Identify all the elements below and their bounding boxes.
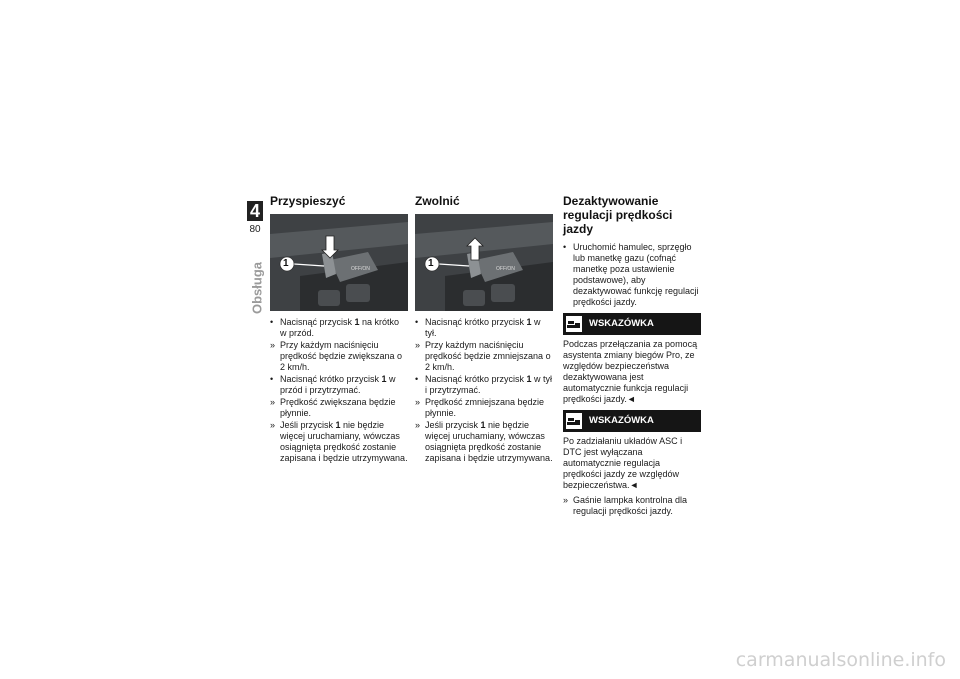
page-number: 80: [249, 224, 261, 235]
note-label: WSKAZÓWKA: [589, 318, 654, 329]
accelerate-steps: [270, 317, 408, 464]
deactivate-section: [563, 194, 701, 518]
note-header: [563, 313, 701, 335]
list-item: • Nacisnąć krótko przycisk 1 w tył i przytrzymać.: [415, 374, 553, 395]
decelerate-section: [415, 194, 553, 465]
deactivate-title: Dezaktywowanie regulacji prędkości jazdy: [563, 194, 673, 236]
note-hand-icon: [566, 316, 582, 332]
note-header: [563, 410, 701, 432]
list-item: • Nacisnąć przycisk 1 na krótko w przód.: [270, 317, 400, 338]
note-label: WSKAZÓWKA: [589, 415, 654, 426]
note-text: Podczas przełączania za pomocą asystenta zmiany biegów Pro, ze względów bezpieczeństwa dezaktywowana jest automatycznie funkcja regulacji prędkości jazdy.◄: [563, 339, 698, 404]
callout-1: 1: [283, 258, 289, 269]
list-item: » Przy każdym naciśnięciu prędkość będzie zmniejszana o 2 km/h.: [415, 340, 551, 372]
list-item: » Przy każdym naciśnięciu prędkość będzie zwiększana o 2 km/h.: [270, 340, 403, 372]
handlebar-photo-accelerate: [270, 214, 408, 311]
accelerate-title: Przyspieszyć: [270, 194, 346, 208]
list-item: • Nacisnąć krótko przycisk 1 w tył.: [415, 317, 541, 338]
section-label-text: Obsługa: [249, 261, 265, 315]
deactivate-steps: [563, 242, 701, 308]
deactivate-result: [563, 495, 701, 517]
watermark: carmanualsonline.info: [735, 649, 946, 671]
end-mark-icon: ◄: [626, 394, 636, 404]
chapter-number: 4: [247, 201, 263, 221]
accelerate-section: [270, 194, 408, 465]
list-item: » Jeśli przycisk 1 nie będzie więcej uruchamiany, wówczas osiągnięta prędkość zostanie zapisana i będzie utrzymywana.: [415, 420, 553, 463]
list-item: » Prędkość zmniejszana będzie płynnie.: [415, 397, 545, 418]
decelerate-title: Zwolnić: [415, 194, 460, 208]
list-item: » Prędkość zwiększana będzie płynnie.: [270, 397, 396, 418]
end-mark-icon: ◄: [629, 480, 639, 490]
svg-text:OFF/ON: OFF/ON: [496, 266, 515, 272]
note-text: Po zadziałaniu układów ASC i DTC jest wyłączana automatycznie regulacja prędkości jazdy ze względów bezpieczeństwa.◄: [563, 436, 683, 490]
handlebar-illustration: [415, 214, 553, 311]
handlebar-illustration: [270, 214, 408, 311]
list-item: » Jeśli przycisk 1 nie będzie więcej uruchamiany, wówczas osiągnięta prędkość zostanie zapisana i będzie utrzymywana.: [270, 420, 408, 463]
list-item: • Uruchomić hamulec, sprzęgło lub manetkę gazu (cofnąć manetkę poza ustawienie podstawowe), aby dezaktywować funkcję regulacji prędkości jazdy.: [563, 242, 699, 307]
list-item: • Nacisnąć krótko przycisk 1 w przód i przytrzymać.: [270, 374, 396, 395]
note-hand-icon: [566, 413, 582, 429]
decelerate-steps: [415, 317, 553, 464]
handlebar-photo-decelerate: [415, 214, 553, 311]
svg-text:OFF/ON: OFF/ON: [351, 266, 370, 272]
callout-1: 1: [428, 258, 434, 269]
list-item: » Gaśnie lampka kontrolna dla regulacji prędkości jazdy.: [563, 495, 688, 516]
